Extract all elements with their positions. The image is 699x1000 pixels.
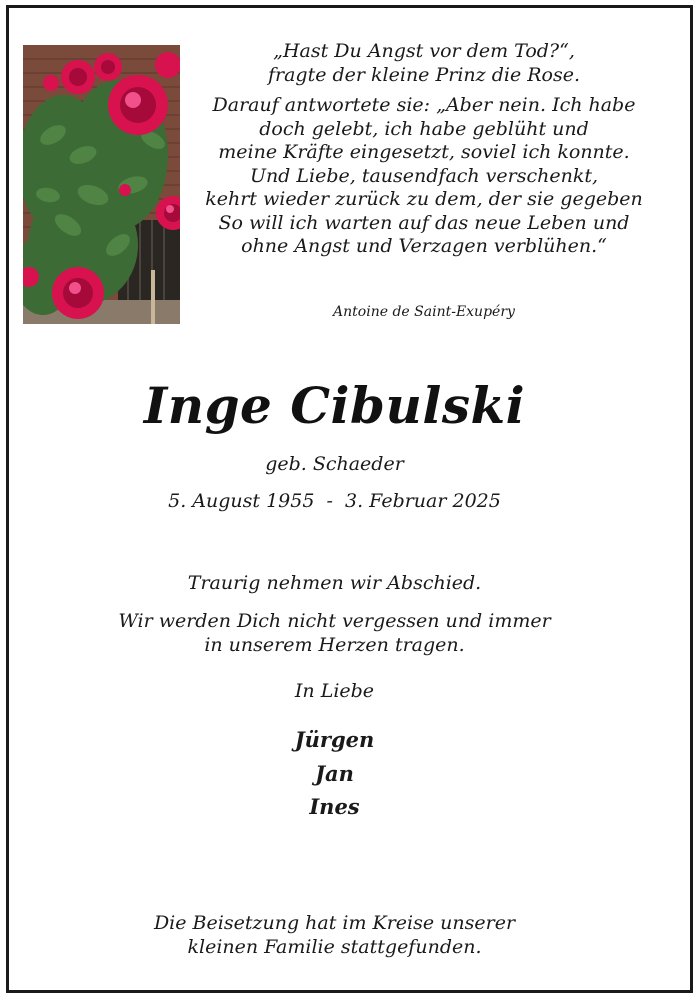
burial-note-line: kleinen Familie stattgefunden. xyxy=(187,936,482,958)
remembrance-line: Wir werden Dich nicht vergessen und immer xyxy=(118,610,551,632)
life-dates: 5. August 1955 - 3. Februar 2025 xyxy=(168,490,501,512)
quote-stanza xyxy=(189,94,659,259)
deceased-name: Inge Cibulski xyxy=(143,376,526,435)
quote-line: Und Liebe, tausendfach verschenkt, xyxy=(249,164,599,187)
birth-name: geb. Schaeder xyxy=(265,453,404,475)
farewell-line xyxy=(9,571,690,595)
signer-name: Jürgen xyxy=(294,727,375,752)
quote-line: doch gelebt, ich habe geblüht und xyxy=(259,117,589,140)
burial-note xyxy=(9,911,690,959)
farewell-text: Traurig nehmen wir Abschied. xyxy=(187,572,482,594)
quote-line: kehrt wieder zurück zu dem, der sie gegeben xyxy=(205,188,643,210)
closing-text: In Liebe xyxy=(294,680,375,702)
quote-line: So will ich warten auf das neue Leben und xyxy=(218,211,630,234)
signer-name: Ines xyxy=(309,794,360,819)
quote-line: „Hast Du Angst vor dem Tod?“, xyxy=(273,40,575,62)
quote xyxy=(189,40,659,259)
rose-photo xyxy=(23,45,180,324)
burial-note-line: Die Beisetzung hat im Kreise unserer xyxy=(153,912,516,934)
rose-photo-illustration xyxy=(23,45,180,324)
quote-line: meine Kräfte eingesetzt, soviel ich konnte. xyxy=(218,141,630,163)
quote-author: Antoine de Saint-Exupéry xyxy=(333,304,515,320)
quote-line: ohne Angst und Verzagen verblühen.“ xyxy=(241,235,607,257)
signers xyxy=(9,723,690,824)
obituary-frame xyxy=(6,5,693,993)
quote-line: fragte der kleine Prinz die Rose. xyxy=(267,63,580,86)
quote-stanza xyxy=(189,40,659,87)
quote-line: Darauf antwortete sie: „Aber nein. Ich habe xyxy=(212,94,636,116)
remembrance-line: in unserem Herzen tragen. xyxy=(204,634,465,656)
remembrance-text xyxy=(9,609,690,657)
signer-name: Jan xyxy=(315,760,354,786)
